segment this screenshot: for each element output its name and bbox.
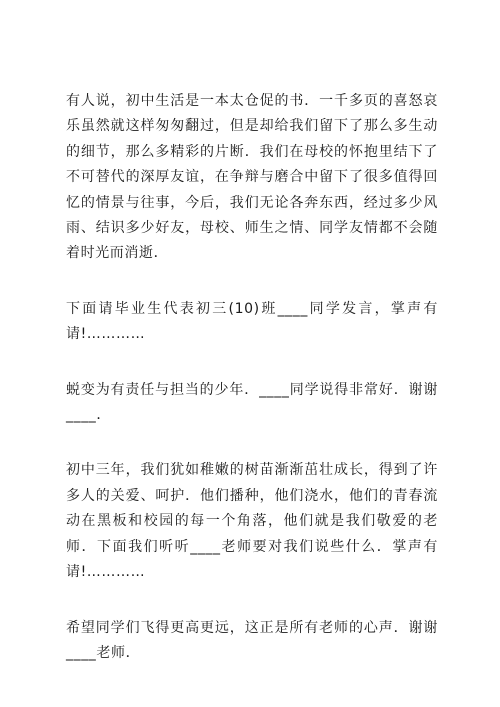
paragraph-thanks-student: 蜕变为有责任与担当的少年．____同学说得非常好．谢谢____． — [66, 381, 438, 424]
paragraph-intro: 有人说，初中生活是一本太仓促的书．一千多页的喜怒哀乐虽然就这样匆匆翻过，但是却给我们留下了那么多生动的细节，那么多精彩的片断．我们在母校的怀抱里结下了不可替代的深厚友谊，在争辩与磨合中留下了很多值得回忆的情景与往事，今后，我们无论各奔东西，经过多少风雨、结识多少好友，母校、师生之情、同学友情都不会随着时光而消逝． — [66, 93, 438, 262]
paragraph-gap — [66, 428, 438, 458]
document-body — [66, 89, 438, 666]
paragraph-gap — [66, 586, 438, 616]
paragraph-teachers: 初中三年，我们犹如稚嫩的树苗渐渐茁壮成长，得到了许多人的关爱、呵护．他们播种，他们浇水，他们的青春流动在黑板和校园的每一个角落，他们就是我们敬爱的老师．下面我们听听____老师要对我们说些什么．掌声有请!………… — [66, 462, 438, 581]
paragraph-student-speaker: 下面请毕业生代表初三(10)班____同学发言，掌声有请!………… — [66, 300, 438, 343]
paragraph-thanks-teacher: 希望同学们飞得更高更远，这正是所有老师的心声．谢谢____老师． — [66, 619, 438, 661]
paragraph-gap — [66, 348, 438, 378]
paragraph-gap — [66, 267, 438, 297]
